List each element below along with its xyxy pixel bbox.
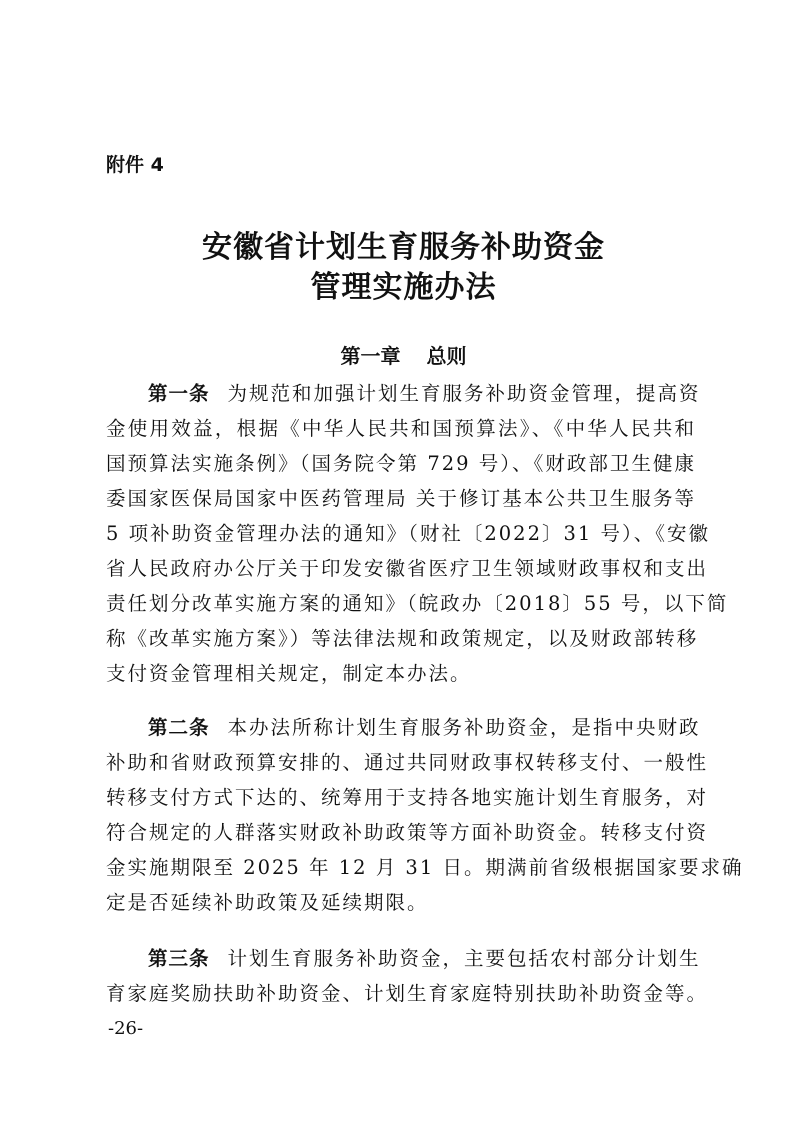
article-2-line-1 <box>148 712 701 740</box>
article-1-line-8: 称《改革实施方案》）等法律法规和政策规定，以及财政部转移 <box>106 627 699 650</box>
article-2-label: 第二条 <box>148 716 210 739</box>
article-1-line-9: 支付资金管理相关规定，制定本办法。 <box>106 662 472 685</box>
article-1-line-2: 金使用效益，根据《中华人民共和国预算法》、《中华人民共和 <box>106 417 696 440</box>
article-1-line-3: 国预算法实施条例》（国务院令第 729 号）、《财政部卫生健康 <box>106 452 696 475</box>
article-1-line-7: 责任划分改革实施方案的通知》（皖政办〔2018〕55 号，以下简 <box>106 592 729 615</box>
page-number: -26- <box>108 1018 144 1039</box>
article-2-line-2: 补助和省财政预算安排的、通过共同财政事权转移支付、一般性 <box>106 751 709 774</box>
article-2-line-6: 定是否延续补助政策及延续期限。 <box>106 891 429 914</box>
article-3-line-2: 育家庭奖励扶助补助资金、计划生育家庭特别扶助补助资金等。 <box>106 982 709 1005</box>
article-2-text: 本办法所称计划生育服务补助资金，是指中央财政 <box>227 716 701 739</box>
article-1-line-4: 委国家医保局国家中医药管理局 关于修订基本公共卫生服务等 <box>106 487 696 510</box>
article-3-label: 第三条 <box>148 947 210 970</box>
article-1-line-5: 5 项补助资金管理办法的通知》（财社〔2022〕31 号）、《安徽 <box>106 522 710 545</box>
chapter-number: 第一章 <box>340 344 401 368</box>
article-2-line-4: 符合规定的人群落实财政补助政策等方面补助资金。转移支付资 <box>106 821 709 844</box>
article-2-line-3: 转移支付方式下达的、统筹用于支持各地实施计划生育服务，对 <box>106 786 709 809</box>
document-title-line-2: 管理实施办法 <box>310 270 497 305</box>
article-1-text: 为规范和加强计划生育服务补助资金管理，提高资 <box>227 382 701 405</box>
article-1-line-6: 省人民政府办公厅关于印发安徽省医疗卫生领域财政事权和支出 <box>106 557 709 580</box>
chapter-heading <box>106 340 701 369</box>
article-3-text: 计划生育服务补助资金，主要包括农村部分计划生 <box>227 947 701 970</box>
article-3-line-1 <box>148 943 701 971</box>
article-2-line-5: 金实施期限至 2025 年 12 月 31 日。期满前省级根据国家要求确 <box>106 856 744 879</box>
attachment-label: 附件 4 <box>106 154 164 176</box>
article-1-line-1 <box>148 378 701 406</box>
chapter-name: 总则 <box>426 344 467 368</box>
document-title-line-1: 安徽省计划生育服务补助资金 <box>202 230 605 265</box>
article-1-label: 第一条 <box>148 382 210 405</box>
